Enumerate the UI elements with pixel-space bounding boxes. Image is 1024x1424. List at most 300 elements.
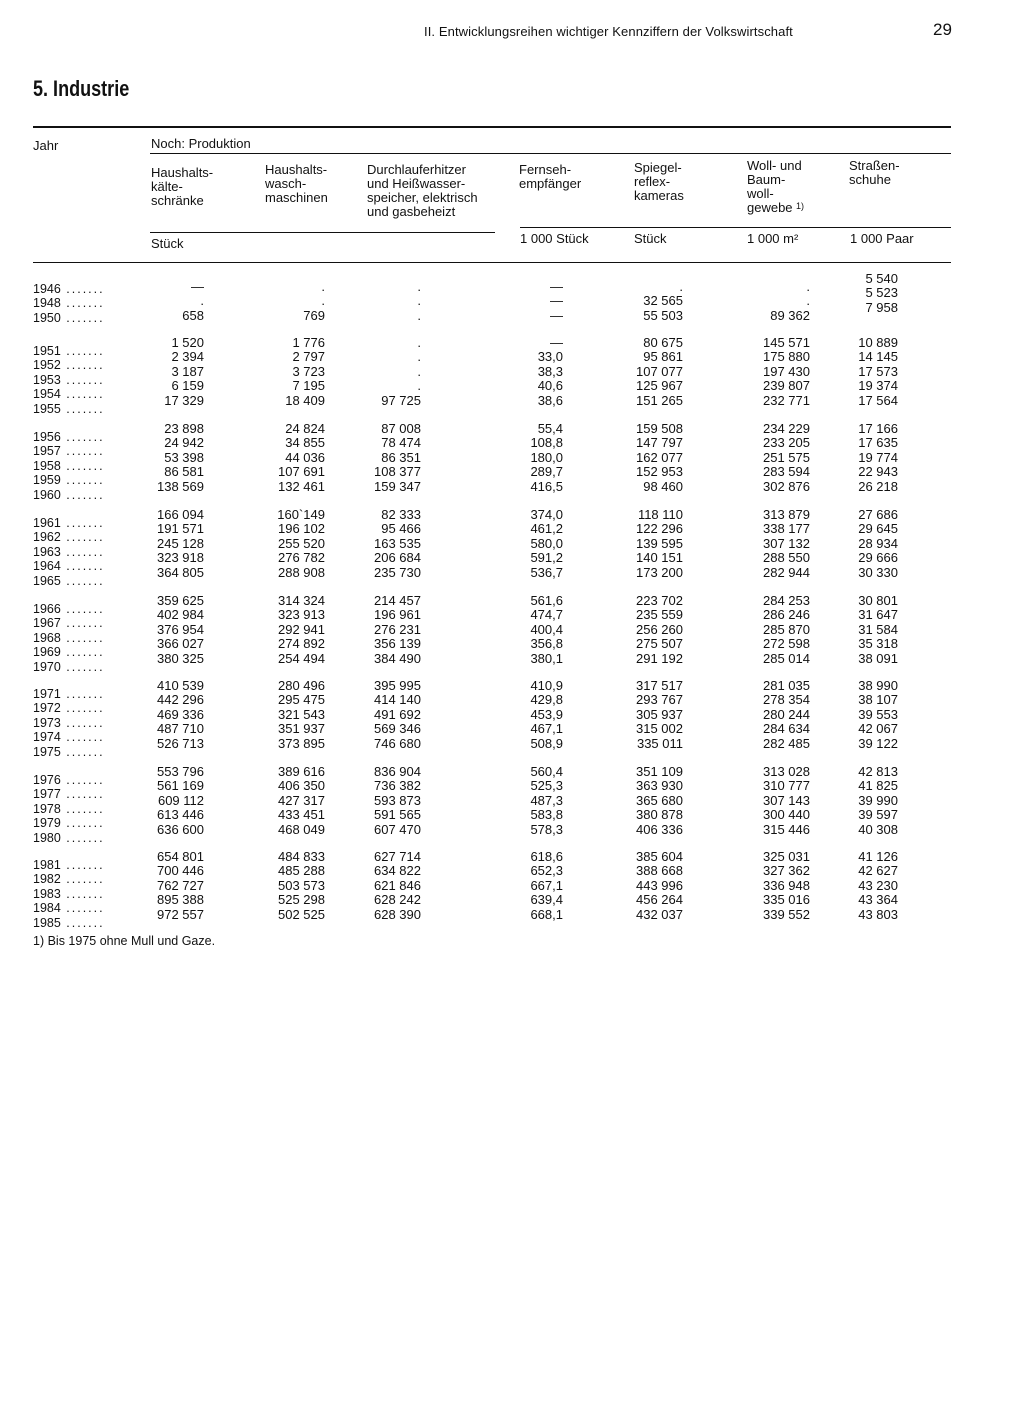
table-cell: 335 011 — [636, 735, 683, 751]
table-cell: 34 855 — [285, 435, 325, 451]
table-cell: 560,4 — [530, 764, 563, 779]
table-cell: 17 635 — [858, 435, 898, 451]
year-value: 1969 — [33, 645, 61, 660]
table-cell: 276 782 — [278, 550, 325, 566]
table-cell: 487,3 — [530, 792, 563, 808]
leader-dots: ....... — [60, 886, 105, 901]
value-column — [84, 850, 204, 922]
table-cell: 38,3 — [537, 363, 563, 379]
value-column — [483, 765, 563, 837]
table-cell: 410,9 — [530, 678, 563, 693]
table-cell: 321 543 — [278, 706, 325, 722]
group-header-rule — [150, 153, 951, 154]
year-value: 1954 — [33, 387, 61, 402]
table-cell: 23 898 — [164, 421, 204, 436]
table-cell: . — [679, 279, 683, 294]
table-cell: 292 941 — [278, 621, 325, 637]
table-cell: 152 953 — [636, 464, 683, 480]
table-cell: 313 879 — [763, 507, 810, 522]
leader-dots: ....... — [60, 687, 105, 701]
value-column — [84, 679, 204, 751]
value-column — [483, 679, 563, 751]
year-value: 1979 — [33, 816, 61, 831]
column-header: Haushalts- kälte- schränke — [151, 165, 214, 208]
table-cell: 359 625 — [157, 593, 204, 608]
table-cell: 147 797 — [636, 435, 683, 451]
table-cell: 180,0 — [530, 449, 563, 465]
table-cell: . — [417, 279, 421, 294]
table-cell: 315 446 — [763, 821, 810, 837]
table-cell: 443 996 — [636, 877, 683, 893]
leader-dots: ....... — [60, 872, 105, 887]
leader-dots: ....... — [60, 310, 105, 325]
table-cell: 591,2 — [530, 550, 563, 566]
column-header: Fernseh- empfänger — [519, 162, 582, 191]
table-cell: 453,9 — [530, 706, 563, 722]
value-column — [573, 594, 683, 666]
table-cell: 17 166 — [858, 421, 898, 436]
table-cell: 618,6 — [530, 849, 563, 864]
table-cell: 78 474 — [381, 435, 421, 451]
table-cell: 5 523 — [865, 285, 898, 301]
year-value: 1971 — [33, 687, 61, 701]
year-value: 1974 — [33, 730, 61, 745]
table-cell: 38,6 — [537, 392, 563, 408]
table-cell: 469 336 — [157, 706, 204, 722]
table-cell: 107 077 — [636, 363, 683, 379]
leader-dots: ....... — [60, 602, 105, 616]
table-cell: 607 470 — [374, 821, 421, 837]
year-value: 1965 — [33, 573, 61, 588]
table-cell: 39 990 — [858, 792, 898, 808]
table-cell: 285 014 — [763, 650, 810, 666]
value-column — [573, 280, 683, 323]
table-cell: 536,7 — [530, 564, 563, 580]
table-cell: 836 904 — [374, 764, 421, 779]
value-column — [798, 272, 898, 315]
table-cell: 159 347 — [374, 478, 421, 494]
table-cell: 658 — [182, 307, 204, 323]
table-cell: 26 218 — [858, 478, 898, 494]
table-cell: 42 067 — [858, 721, 898, 737]
table-cell: 895 388 — [157, 892, 204, 908]
table-cell: 235 730 — [374, 564, 421, 580]
year-value: 1975 — [33, 744, 61, 759]
leader-dots: ....... — [60, 858, 105, 872]
table-cell: 196 102 — [278, 521, 325, 537]
year-header: Jahr — [33, 138, 59, 153]
value-column — [573, 336, 683, 408]
year-value: 1977 — [33, 787, 61, 802]
table-cell: 145 571 — [763, 335, 810, 350]
leader-dots: ....... — [60, 473, 105, 488]
table-cell: 364 805 — [157, 564, 204, 580]
table-cell: 7 958 — [865, 299, 898, 315]
table-cell: 317 517 — [636, 678, 683, 693]
table-cell: 17 564 — [858, 392, 898, 408]
table-cell: 366 027 — [157, 636, 204, 652]
leader-dots: ....... — [60, 787, 105, 802]
leader-dots: ....... — [60, 458, 105, 473]
year-value: 1950 — [33, 310, 61, 325]
table-cell: 634 822 — [374, 863, 421, 879]
table-cell: 300 440 — [763, 807, 810, 823]
table-cell: 380 878 — [636, 807, 683, 823]
year-value: 1953 — [33, 372, 61, 387]
table-cell: 39 122 — [858, 735, 898, 751]
table-cell: 80 675 — [643, 335, 683, 350]
table-cell: 484 833 — [278, 849, 325, 864]
table-cell: 89 362 — [770, 307, 810, 323]
table-cell: 30 801 — [858, 593, 898, 608]
leader-dots: ....... — [60, 801, 105, 816]
table-cell: 282 485 — [763, 735, 810, 751]
table-cell: 223 702 — [636, 593, 683, 608]
table-cell: 613 446 — [157, 807, 204, 823]
year-value: 1983 — [33, 886, 61, 901]
table-cell: 159 508 — [636, 421, 683, 436]
table-cell: 132 461 — [278, 478, 325, 494]
leader-dots: ....... — [60, 372, 105, 387]
table-cell: 33,0 — [537, 349, 563, 365]
table-cell: 508,9 — [530, 735, 563, 751]
table-cell: 314 324 — [278, 593, 325, 608]
table-cell: 32 565 — [643, 293, 683, 309]
unit-label: 1 000 m² — [747, 231, 799, 246]
table-cell: 305 937 — [636, 706, 683, 722]
value-column — [700, 508, 810, 580]
table-cell: 433 451 — [278, 807, 325, 823]
table-cell: 668,1 — [530, 906, 563, 922]
value-column — [483, 336, 563, 408]
table-cell: 467,1 — [530, 721, 563, 737]
leader-dots: ....... — [60, 630, 105, 645]
table-cell: . — [806, 293, 810, 309]
table-cell: 315 002 — [636, 721, 683, 737]
units-rule-left — [150, 232, 495, 233]
table-cell: 19 774 — [858, 449, 898, 465]
unit-label: 1 000 Stück — [520, 231, 589, 246]
table-cell: 374,0 — [530, 507, 563, 522]
table-cell: 274 892 — [278, 636, 325, 652]
year-value: 1968 — [33, 630, 61, 645]
table-cell: 376 954 — [157, 621, 204, 637]
table-cell: 429,8 — [530, 692, 563, 708]
table-cell: . — [417, 335, 421, 350]
table-cell: . — [806, 279, 810, 294]
value-column — [573, 679, 683, 751]
table-cell: 27 686 — [858, 507, 898, 522]
table-cell: 700 446 — [157, 863, 204, 879]
table-cell: . — [200, 293, 204, 309]
table-cell: 5 540 — [865, 271, 898, 286]
table-cell: 55 503 — [643, 307, 683, 323]
table-cell: 14 145 — [858, 349, 898, 365]
table-cell: 42 627 — [858, 863, 898, 879]
leader-dots: ....... — [60, 344, 105, 358]
value-column — [84, 765, 204, 837]
table-cell: 746 680 — [374, 735, 421, 751]
leader-dots: ....... — [60, 573, 105, 588]
table-cell: 293 767 — [636, 692, 683, 708]
table-cell: 416,5 — [530, 478, 563, 494]
table-cell: 456 264 — [636, 892, 683, 908]
leader-dots: ....... — [60, 516, 105, 530]
table-cell: 502 525 — [278, 906, 325, 922]
table-cell: 406 336 — [636, 821, 683, 837]
table-cell: 295 475 — [278, 692, 325, 708]
table-cell: . — [417, 378, 421, 394]
table-cell: 285 870 — [763, 621, 810, 637]
table-top-rule — [33, 126, 951, 128]
year-value: 1959 — [33, 473, 61, 488]
year-value: 1985 — [33, 915, 61, 930]
table-cell: 2 394 — [171, 349, 204, 365]
year-value: 1976 — [33, 773, 61, 787]
table-cell: 491 692 — [374, 706, 421, 722]
page-number: 29 — [933, 20, 952, 39]
table-cell: 107 691 — [278, 464, 325, 480]
table-cell: 232 771 — [763, 392, 810, 408]
table-cell: 365 680 — [636, 792, 683, 808]
leader-dots: ....... — [60, 901, 105, 916]
value-column — [301, 594, 421, 666]
table-cell: 736 382 — [374, 778, 421, 794]
table-cell: 272 598 — [763, 636, 810, 652]
column-header: Haushalts- wasch- maschinen — [265, 162, 328, 205]
table-cell: . — [321, 279, 325, 294]
table-cell: 583,8 — [530, 807, 563, 823]
year-value: 1973 — [33, 715, 61, 730]
table-cell: 288 908 — [278, 564, 325, 580]
table-cell: 667,1 — [530, 877, 563, 893]
leader-dots: ....... — [60, 530, 105, 545]
table-cell: 313 028 — [763, 764, 810, 779]
leader-dots: ....... — [60, 773, 105, 787]
table-cell: 24 824 — [285, 421, 325, 436]
table-cell: 280 244 — [763, 706, 810, 722]
leader-dots: ....... — [60, 282, 105, 296]
table-cell: 139 595 — [636, 535, 683, 551]
table-cell: 239 807 — [763, 378, 810, 394]
table-cell: 281 035 — [763, 678, 810, 693]
value-column — [301, 850, 421, 922]
table-cell: 593 873 — [374, 792, 421, 808]
column-header: Spiegel- reflex- kameras — [634, 160, 684, 203]
value-column — [798, 679, 898, 751]
table-cell: 621 846 — [374, 877, 421, 893]
running-head: II. Entwicklungsreihen wichtiger Kennziffern der Volkswirtschaft — [424, 24, 793, 39]
year-value: 1978 — [33, 801, 61, 816]
table-cell: 1 520 — [171, 335, 204, 350]
value-column — [84, 280, 204, 323]
table-cell: 282 944 — [763, 564, 810, 580]
footnote: 1) Bis 1975 ohne Mull und Gaze. — [33, 934, 216, 948]
table-cell: 307 132 — [763, 535, 810, 551]
table-cell: 289,7 — [530, 464, 563, 480]
value-column — [798, 765, 898, 837]
table-cell: 86 351 — [381, 449, 421, 465]
table-cell: 43 803 — [858, 906, 898, 922]
value-column — [573, 422, 683, 494]
table-cell: 278 354 — [763, 692, 810, 708]
table-cell: 41 126 — [858, 849, 898, 864]
table-cell: 41 825 — [858, 778, 898, 794]
unit-label: Stück — [151, 236, 184, 251]
table-cell: 636 600 — [157, 821, 204, 837]
leader-dots: ....... — [60, 487, 105, 502]
value-column — [483, 280, 563, 323]
leader-dots: ....... — [60, 730, 105, 745]
table-cell: 160`149 — [277, 507, 325, 522]
table-cell: 561 169 — [157, 778, 204, 794]
table-cell: 191 571 — [157, 521, 204, 537]
year-value: 1957 — [33, 444, 61, 459]
table-cell: 373 895 — [278, 735, 325, 751]
table-cell: 82 333 — [381, 507, 421, 522]
leader-dots: ....... — [60, 645, 105, 660]
value-column — [573, 765, 683, 837]
table-cell: 86 581 — [164, 464, 204, 480]
year-value: 1951 — [33, 344, 61, 358]
value-column — [700, 765, 810, 837]
table-cell: 95 466 — [381, 521, 421, 537]
table-cell: 325 031 — [763, 849, 810, 864]
value-column — [483, 594, 563, 666]
table-cell: 42 813 — [858, 764, 898, 779]
table-cell: 206 684 — [374, 550, 421, 566]
value-column — [301, 336, 421, 408]
table-cell: 31 584 — [858, 621, 898, 637]
table-cell: 561,6 — [530, 593, 563, 608]
value-column — [301, 422, 421, 494]
leader-dots: ....... — [60, 444, 105, 459]
leader-dots: ....... — [60, 701, 105, 716]
table-cell: 44 036 — [285, 449, 325, 465]
table-cell: 432 037 — [636, 906, 683, 922]
table-cell: 389 616 — [278, 764, 325, 779]
table-cell: 38 990 — [858, 678, 898, 693]
value-column — [84, 508, 204, 580]
unit-label: Stück — [634, 231, 667, 246]
table-cell: 400,4 — [530, 621, 563, 637]
value-column — [700, 850, 810, 922]
leader-dots: ....... — [60, 715, 105, 730]
table-cell: . — [417, 363, 421, 379]
table-cell: . — [417, 349, 421, 365]
table-cell: 18 409 — [285, 392, 325, 408]
year-value: 1946 — [33, 282, 61, 296]
table-cell: 138 569 — [157, 478, 204, 494]
year-value: 1958 — [33, 458, 61, 473]
table-cell: 29 666 — [858, 550, 898, 566]
table-cell: 335 016 — [763, 892, 810, 908]
units-rule-right — [520, 227, 951, 228]
value-column — [573, 850, 683, 922]
table-cell: 7 195 — [292, 378, 325, 394]
leader-dots: ....... — [60, 744, 105, 759]
table-cell: 29 645 — [858, 521, 898, 537]
table-cell: 197 430 — [763, 363, 810, 379]
table-cell: 591 565 — [374, 807, 421, 823]
table-cell: 175 880 — [763, 349, 810, 365]
table-cell: 485 288 — [278, 863, 325, 879]
table-cell: 351 109 — [636, 764, 683, 779]
table-cell: 284 634 — [763, 721, 810, 737]
table-cell: 30 330 — [858, 564, 898, 580]
table-cell: 395 995 — [374, 678, 421, 693]
year-value: 1982 — [33, 872, 61, 887]
table-cell: 24 942 — [164, 435, 204, 451]
table-cell: 336 948 — [763, 877, 810, 893]
table-cell: 526 713 — [157, 735, 204, 751]
table-cell: 53 398 — [164, 449, 204, 465]
year-value: 1961 — [33, 516, 61, 530]
table-cell: 525,3 — [530, 778, 563, 794]
year-value: 1963 — [33, 544, 61, 559]
value-column — [301, 508, 421, 580]
table-cell: 474,7 — [530, 607, 563, 623]
group-header: Noch: Produktion — [151, 136, 251, 151]
table-cell: . — [321, 293, 325, 309]
leader-dots: ....... — [60, 401, 105, 416]
table-cell: 162 077 — [636, 449, 683, 465]
table-cell: 39 597 — [858, 807, 898, 823]
table-cell: 234 229 — [763, 421, 810, 436]
table-cell: 384 490 — [374, 650, 421, 666]
section-title: 5. Industrie — [33, 76, 130, 101]
column-header: Straßen- schuhe — [849, 158, 900, 187]
table-cell: 19 374 — [858, 378, 898, 394]
leader-dots: ....... — [60, 830, 105, 845]
leader-dots: ....... — [60, 358, 105, 373]
table-cell: 402 984 — [157, 607, 204, 623]
table-cell: 762 727 — [157, 877, 204, 893]
table-cell: 196 961 — [374, 607, 421, 623]
year-value: 1984 — [33, 901, 61, 916]
year-value: 1956 — [33, 430, 61, 444]
table-cell: 43 364 — [858, 892, 898, 908]
leader-dots: ....... — [60, 659, 105, 674]
table-cell: 654 801 — [157, 849, 204, 864]
table-cell: 427 317 — [278, 792, 325, 808]
table-cell: 40 308 — [858, 821, 898, 837]
year-value: 1980 — [33, 830, 61, 845]
table-cell: 323 913 — [278, 607, 325, 623]
table-cell: 580,0 — [530, 535, 563, 551]
table-cell: . — [417, 307, 421, 323]
leader-dots: ....... — [60, 915, 105, 930]
value-column — [700, 679, 810, 751]
table-cell: 388 668 — [636, 863, 683, 879]
table-cell: 125 967 — [636, 378, 683, 394]
table-cell: 503 573 — [278, 877, 325, 893]
value-column — [84, 594, 204, 666]
table-cell: 35 318 — [858, 636, 898, 652]
column-header: Durchlauferhitzer und Heißwasser- speicher, elektrisch und gasbeheizt — [367, 162, 478, 219]
table-cell: 652,3 — [530, 863, 563, 879]
table-cell: 3 187 — [171, 363, 204, 379]
value-column — [84, 422, 204, 494]
table-cell: 609 112 — [157, 792, 204, 808]
table-cell: 235 559 — [636, 607, 683, 623]
value-column — [700, 594, 810, 666]
year-value: 1972 — [33, 701, 61, 716]
table-cell: 628 390 — [374, 906, 421, 922]
value-column — [483, 422, 563, 494]
year-value: 1952 — [33, 358, 61, 373]
value-column — [798, 336, 898, 408]
